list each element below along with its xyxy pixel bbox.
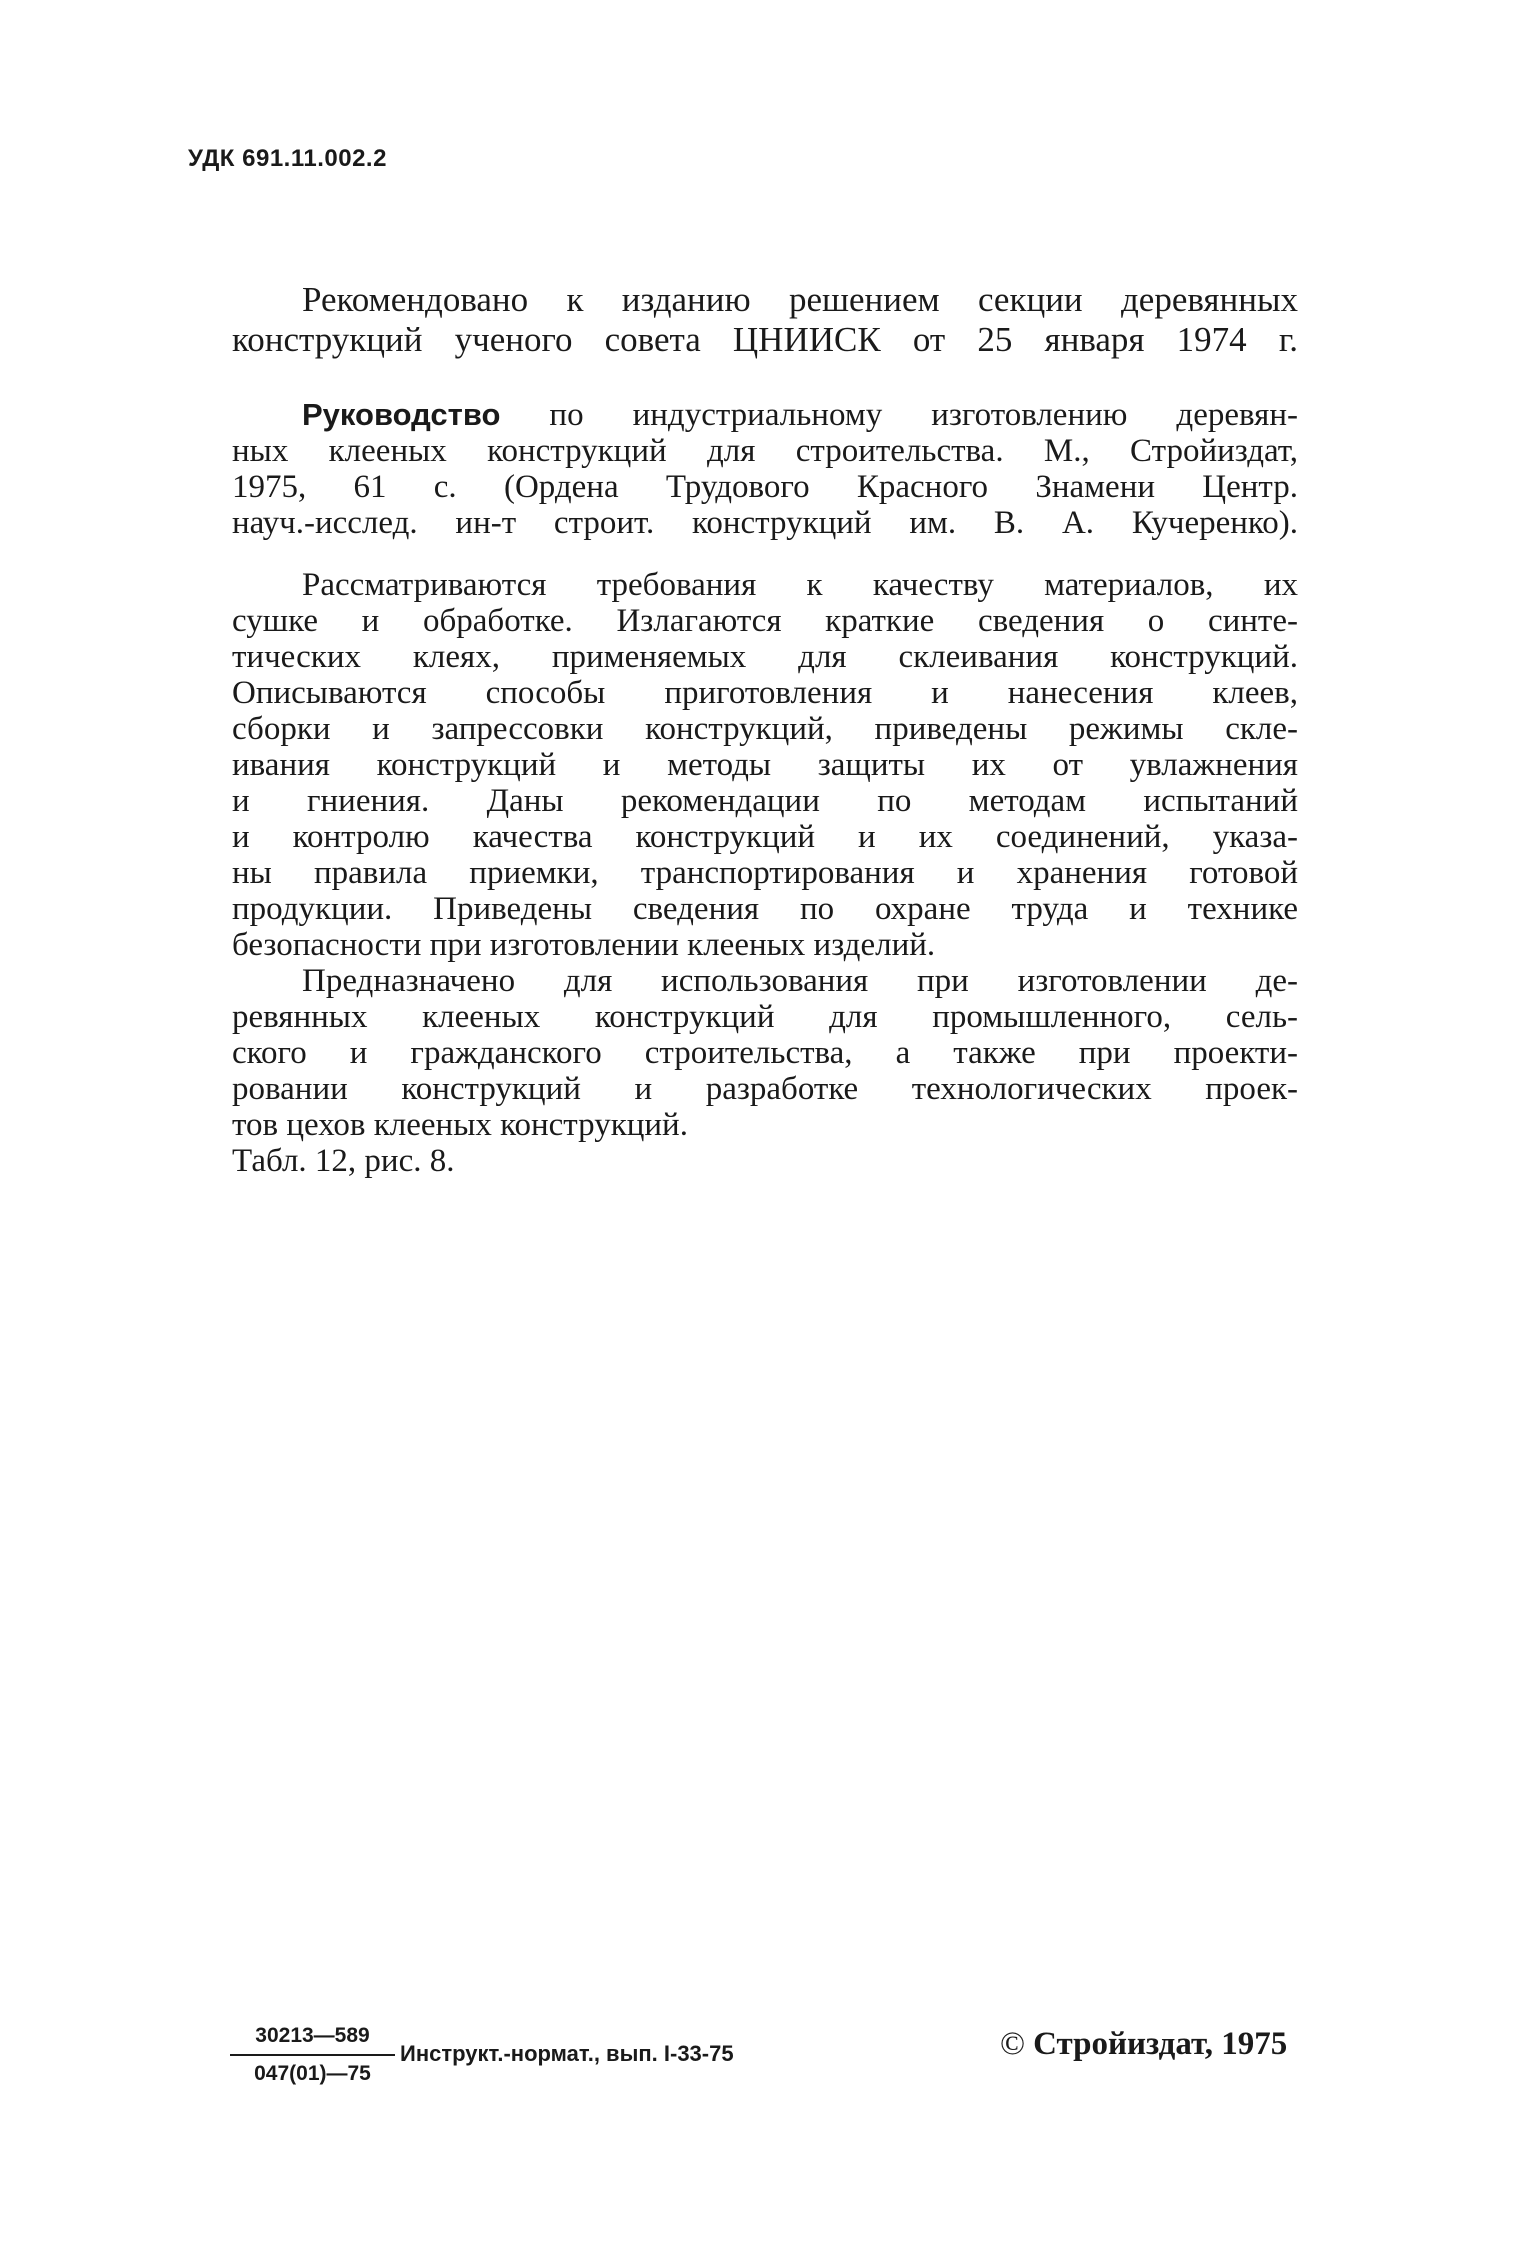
annotation-line-3: 1975, 61 с. (Ордена Трудового Красного Знамени Центр. <box>232 469 1298 505</box>
description-line: безопасности при изготовлении клееных изделий. <box>232 927 936 963</box>
description-line: тических клеях, применяемых для склеивания конструкций. <box>232 639 1298 675</box>
bibliographic-annotation <box>232 397 1298 541</box>
annotation-line-4: науч.-исслед. ин-т строит. конструкций им. В. А. Кучеренко). <box>232 505 1298 541</box>
purpose-line: тов цехов клееных конструкций. <box>232 1107 688 1143</box>
annotation-line-2: ных клееных конструкций для строительства. М., Стройиздат, <box>232 433 1298 469</box>
description-line: Рассматриваются требования к качеству материалов, их <box>302 567 1298 603</box>
publication-recommendation <box>232 280 1298 360</box>
description-line: и контролю качества конструкций и их соединений, указа- <box>232 819 1298 855</box>
recommendation-line-1: Рекомендовано к изданию решением секции деревянных <box>302 280 1298 319</box>
tables-figures-count: Табл. 12, рис. 8. <box>232 1143 455 1179</box>
purpose-line: ровании конструкций и разработке технологических проек- <box>232 1071 1298 1107</box>
copyright-text: Стройиздат, 1975 <box>1033 2026 1288 2062</box>
publication-code <box>230 2022 395 2088</box>
annotation-title: Руководство <box>302 397 501 432</box>
description-line: сборки и запрессовки конструкций, приведены режимы скле- <box>232 711 1298 747</box>
publication-code-top: 30213—589 <box>255 2024 370 2047</box>
purpose-line: Предназначено для использования при изготовлении де- <box>302 963 1298 999</box>
fraction-divider <box>230 2054 395 2056</box>
purpose-line: ского и гражданского строительства, а также при проекти- <box>232 1035 1298 1071</box>
annotation-line-1-rest: по индустриальному изготовлению деревян- <box>500 397 1298 433</box>
recommendation-line-2: конструкций ученого совета ЦНИИСК от 25 января 1974 г. <box>232 320 1298 359</box>
description-line: ивания конструкций и методы защиты их от увлажнения <box>232 747 1298 783</box>
copyright-icon: © <box>1000 2026 1026 2062</box>
description-line: сушке и обработке. Излагаются краткие сведения о синте- <box>232 603 1298 639</box>
description-line: ны правила приемки, транспортирования и хранения готовой <box>232 855 1298 891</box>
udk-code: УДК 691.11.002.2 <box>188 145 387 172</box>
content-description <box>232 567 1298 1143</box>
description-line: Описываются способы приготовления и нанесения клеев, <box>232 675 1298 711</box>
annotation-line-1 <box>232 397 1298 433</box>
purpose-line: ревянных клееных конструкций для промышленного, сель- <box>232 999 1298 1035</box>
copyright-notice <box>1000 2026 1287 2063</box>
publication-code-bottom: 047(01)—75 <box>254 2062 371 2085</box>
description-line: продукции. Приведены сведения по охране труда и технике <box>232 891 1298 927</box>
description-line: и гниения. Даны рекомендации по методам испытаний <box>232 783 1298 819</box>
instruction-series: Инструкт.-нормат., вып. I-33-75 <box>400 2041 734 2066</box>
